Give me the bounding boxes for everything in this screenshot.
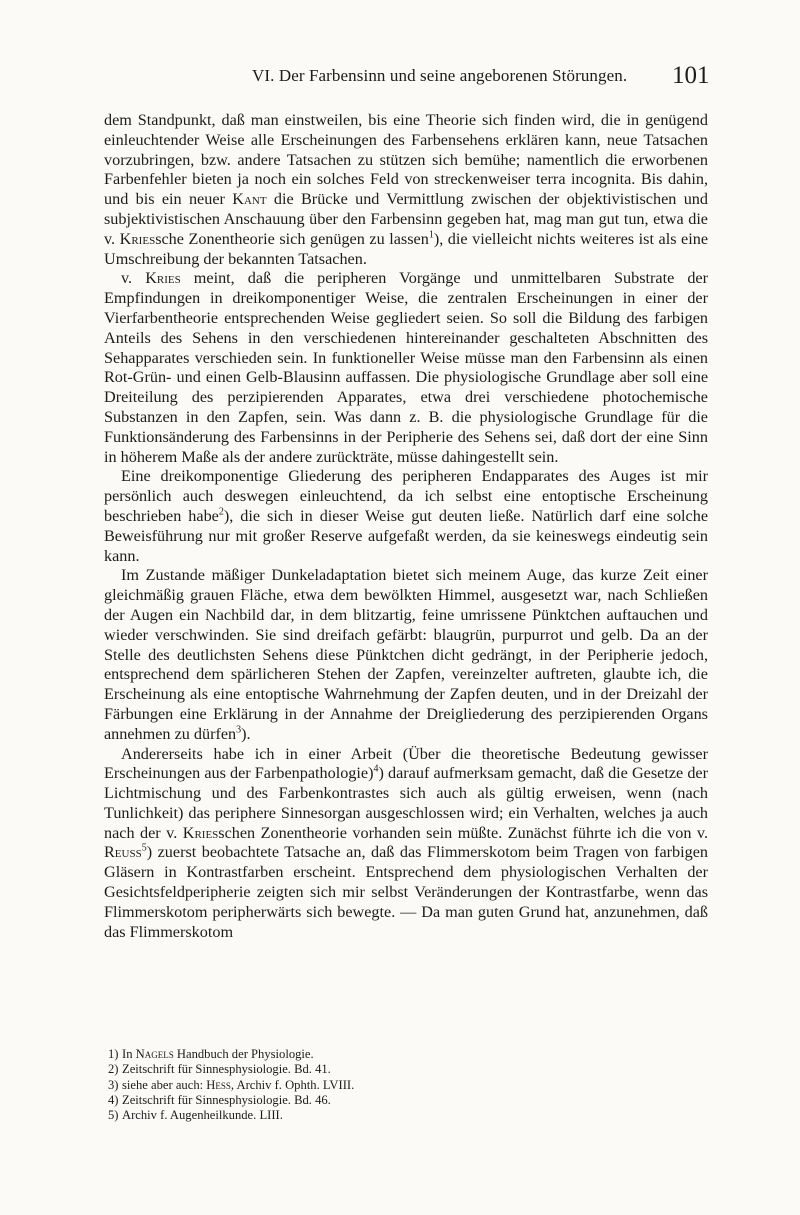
text-run: schen Zonentheorie vorhanden sein müßte. Zunächst führte ich die von v. <box>218 823 708 842</box>
footnote-text: Zeitschrift für Sinnesphysiologie. Bd. 46. <box>122 1092 331 1107</box>
footnote-3 <box>104 1078 708 1093</box>
footnote-text: , Archiv f. Ophth. LVIII. <box>230 1077 355 1092</box>
text-run: ) zuerst beobachtete Tatsache an, daß das Flimmerskotom beim Tragen von farbigen Gläsern in Kontrastfarben erscheint. Entsprechend dem physiologischen Verhalten der Gesichtsfeldperipherie zeigten sich mir selbst Veränderungen der Kontrastfarbe, wenn das Flimmerskotom peripherwärts sich bewegte. — Da man guten Grund hat, anzunehmen, daß das Flimmerskotom <box>104 843 708 941</box>
text-run: Andererseits habe ich in einer Arbeit (Über die theoretische Bedeutung gewisser Erscheinungen aus der Farbenpathologie) <box>104 744 708 783</box>
page-number: 101 <box>672 62 710 89</box>
footnote-ref-2: 2 <box>218 506 224 518</box>
text-run: v. <box>121 269 146 288</box>
paragraph-3 <box>104 467 708 566</box>
body-text <box>104 111 708 942</box>
text-run: meint, daß die peripheren Vorgänge und unmittelbaren Substrate der Empfindungen in dreikomponentiger Weise, die zentralen Erscheinungen in einer der Vierfarbentheorie entsprechenden Weise gegliedert seien. So soll die Bildung des farbigen Anteils des Sehens in den verschiedenen hintereinander geschalteten Abschnitten des Sehapparates verschieden sein. In funktioneller Weise müsse man den Farbensinn als einen Rot-Grün- und einen Gelb-Blausinn auffassen. Die physiologische Grundlage aber soll eine Dreiteilung des perzipierenden Apparates, etwa drei verschiedene photochemische Substanzen in den Zapfen, sein. Was dann z. B. die physiologische Grundlage für die Funktionsänderung des Farbensinns in der Peripherie des Sehens sei, daß dort der eine Sinn in höherem Maße als der andere zurückträte, müsse dahingestellt sein. <box>104 269 709 466</box>
paragraph-5 <box>104 745 708 943</box>
footnote-4 <box>104 1093 708 1108</box>
footnote-ref-3: 3 <box>236 724 242 736</box>
author-name-kries: Kries <box>145 269 181 288</box>
text-run: die Brücke und Vermittlung zwischen der objektivistischen und subjektivistischen Anschauung über den Farbensinn gegeben hat, mag man gut tun, etwa die v. <box>104 190 708 248</box>
paragraph-4 <box>104 566 708 744</box>
footnote-ref-4: 4 <box>373 763 379 775</box>
author-name-kries: Kries <box>119 229 156 248</box>
footnote-mark: 5) <box>108 1108 119 1123</box>
text-run: ), die sich in dieser Weise gut deuten ließe. Natürlich darf eine solche Beweisführung nur mit großer Reserve aufgefaßt werden, da sie keineswegs eindeutig sein kann. <box>104 506 709 565</box>
author-name-kries: Kries <box>182 823 219 842</box>
footnote-mark: 3) <box>108 1077 119 1092</box>
footnote-mark: 1) <box>108 1047 119 1061</box>
page-header <box>0 58 710 98</box>
footnote-ref-1: 1 <box>428 229 434 241</box>
footnotes <box>104 1047 708 1123</box>
text-run: Im Zustande mäßiger Dunkeladaptation bietet sich meinem Auge, das kurze Zeit einer gleichmäßig grauen Fläche, etwa dem bewölkten Himmel, ausgesetzt war, nach Schließen der Augen ein Nachbild dar, in dem blitzartig, feine umrissene Pünktchen auftauchen und wieder verschwinden. Sie sind dreifach gefärbt: blaugrün, purpurrot und gelb. Da an der Stelle des deutlichsten Sehens diese Pünktchen dicht gedrängt, in der Peripherie jedoch, entsprechend dem spärlicheren Stehen der Zapfen, vereinzelter auftreten, glaubte ich, die Erscheinung als eine entoptische Wahrnehmung der Zapfen deuten, und in der Dreizahl der Färbungen eine Erklärung in der Annahme der Dreigliederung des perzipierenden Organs annehmen zu dürfen <box>104 566 708 743</box>
author-name-kant: Kant <box>232 190 267 209</box>
text-run: ), die vielleicht nichts weiteres ist als eine Umschreibung der bekannten Tatsachen. <box>104 229 709 268</box>
footnote-ref-5: 5 <box>141 843 147 855</box>
paragraph-1 <box>104 111 708 269</box>
footnote-text: Handbuch der Physiologie. <box>173 1047 314 1061</box>
text-run: ) darauf aufmerksam gemacht, daß die Gesetze der Lichtmischung und des Farbenkontrastes sich auch als gültig erweisen, wenn (nach Tunlichkeit) das periphere Sinnesorgan ausgeschlossen wird; ein Verhalten, welches ja auch nach der v. <box>104 764 708 842</box>
footnote-2 <box>104 1062 708 1077</box>
footnote-text: In <box>122 1047 136 1061</box>
footnote-text: Zeitschrift für Sinnesphysiologie. Bd. 41. <box>122 1062 331 1077</box>
author-name-nagel: Nagels <box>135 1047 174 1061</box>
footnote-text: Archiv f. Augenheilkunde. LIII. <box>122 1108 283 1123</box>
footnote-mark: 4) <box>108 1092 119 1107</box>
footnote-mark: 2) <box>108 1062 119 1077</box>
running-head: VI. Der Farbensinn und seine angeborenen Störungen. <box>252 66 628 85</box>
text-run: Eine dreikomponentige Gliederung des peripheren Endapparates des Auges ist mir persönlich auch deswegen einleuchtend, da ich selbst eine entoptische Erscheinung beschrieben habe <box>104 467 708 525</box>
text-run: dem Standpunkt, daß man einstweilen, bis eine Theorie sich finden wird, die in genügend einleuchtender Weise alle Erscheinungen des Farbensehens erklären kann, neue Tatsachen vorzubringen, bzw. andere Tatsachen zu stützen sich bemühe; namentlich die erworbenen Farbenfehler bieten ja noch ein solches Feld von streckenweiser terra incognita. Bis dahin, und bis ein neuer <box>104 111 708 209</box>
paragraph-2 <box>104 269 708 467</box>
text-run: ). <box>241 724 251 743</box>
footnote-5 <box>104 1108 708 1123</box>
footnote-1 <box>104 1047 708 1062</box>
footnote-text: siehe aber auch: <box>122 1077 207 1092</box>
author-name-hess: Hess <box>206 1077 231 1092</box>
text-run: sche Zonentheorie sich genügen zu lassen <box>155 229 429 248</box>
author-name-reuss: Reuss <box>104 843 142 862</box>
